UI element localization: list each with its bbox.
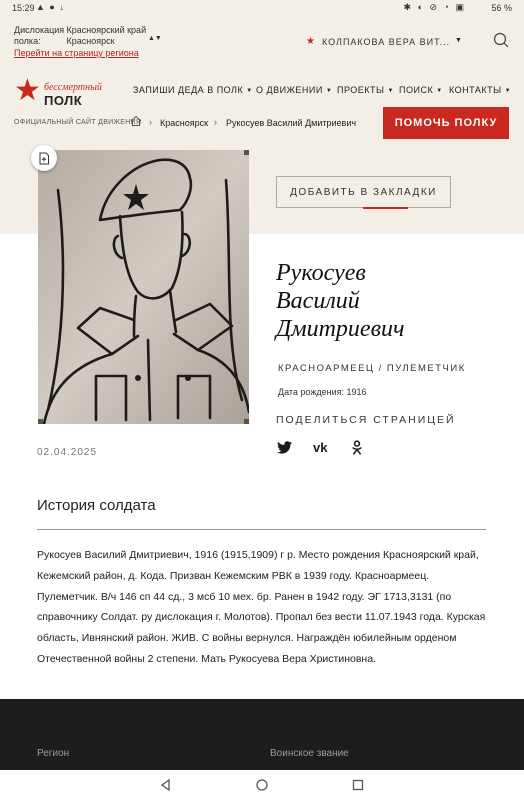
add-photo-button[interactable] bbox=[31, 145, 57, 171]
publish-date: 02.04.2025 bbox=[37, 447, 98, 458]
soldier-birth-date: Дата рождения: 1916 bbox=[278, 387, 367, 397]
recents-icon[interactable] bbox=[351, 778, 365, 792]
home-circle-icon[interactable] bbox=[255, 778, 269, 792]
nav-item-search[interactable]: ПОИСК ▼ bbox=[399, 85, 443, 95]
system-nav-bar bbox=[0, 770, 524, 800]
logo-star-icon: ★ bbox=[14, 74, 41, 107]
region-page-link[interactable]: Перейти на страницу региона bbox=[14, 48, 139, 58]
location-city: Красноярск bbox=[66, 36, 115, 46]
chevron-down-icon: ▼ bbox=[387, 88, 394, 94]
home-icon[interactable] bbox=[130, 115, 142, 127]
chevron-down-icon: ▲▼ bbox=[148, 35, 162, 42]
chevron-down-icon[interactable]: ▼ bbox=[455, 37, 462, 44]
user-menu[interactable]: КОЛПАКОВА ВЕРА ВИТ... bbox=[322, 37, 451, 47]
notification-icons: ▲ ● ↓ bbox=[36, 2, 65, 12]
star-icon: ★ bbox=[306, 36, 315, 47]
official-site-label: ОФИЦИАЛЬНЫЙ САЙТ ДВИЖЕНИЯ bbox=[14, 119, 142, 126]
odnoklassniki-icon[interactable] bbox=[352, 440, 362, 454]
footer-region-label: Регион bbox=[37, 748, 70, 759]
chevron-right-icon: › bbox=[149, 117, 152, 127]
chevron-down-icon: ▼ bbox=[504, 88, 512, 94]
soldier-rank: КРАСНОАРМЕЕЦ / ПУЛЕМЕТЧИК bbox=[278, 363, 466, 374]
nav-item-about[interactable]: О ДВИЖЕНИИ ▼ bbox=[256, 85, 333, 95]
share-title: ПОДЕЛИТЬСЯ СТРАНИЦЕЙ bbox=[276, 414, 456, 426]
nav-item-zapishi[interactable]: ЗАПИШИ ДЕДА В ПОЛК ▼ bbox=[133, 85, 253, 95]
vk-icon[interactable]: vk bbox=[313, 439, 328, 455]
chevron-down-icon: ▼ bbox=[436, 88, 443, 94]
bookmark-label: ДОБАВИТЬ В ЗАКЛАДКИ bbox=[290, 186, 437, 198]
footer-rank-label: Воинское звание bbox=[270, 748, 349, 759]
status-bar bbox=[0, 0, 524, 16]
battery-level: 56 % bbox=[491, 3, 512, 13]
chevron-down-icon: ▼ bbox=[325, 88, 333, 94]
soldier-first-name: Василий bbox=[276, 288, 360, 314]
breadcrumb-item-current: Рукосуев Василий Дмитриевич bbox=[226, 118, 357, 128]
chevron-down-icon: ▼ bbox=[246, 88, 253, 94]
logo[interactable] bbox=[14, 76, 134, 112]
nav-item-contacts[interactable]: КОНТАКТЫ ▼ bbox=[449, 85, 512, 95]
system-icons: ✱ ◐ ⊘ ◔ ▣ bbox=[403, 2, 466, 12]
status-time: 15:29 bbox=[12, 3, 35, 13]
breadcrumb-item-city[interactable]: Красноярск bbox=[160, 118, 209, 128]
add-bookmark-button[interactable] bbox=[276, 176, 451, 208]
logo-text-line2: ПОЛК bbox=[44, 93, 83, 108]
location-label: Дислокация полка: bbox=[14, 25, 65, 46]
search-icon[interactable] bbox=[493, 32, 509, 48]
location-value bbox=[67, 25, 147, 47]
logo-text-line1: бессмертный bbox=[44, 82, 102, 93]
history-title: История солдата bbox=[37, 497, 156, 514]
document-icon bbox=[38, 152, 50, 165]
twitter-icon[interactable] bbox=[277, 440, 292, 454]
nav-item-projects[interactable]: ПРОЕКТЫ ▼ bbox=[337, 85, 394, 95]
help-regiment-button[interactable]: ПОМОЧЬ ПОЛКУ bbox=[383, 107, 509, 139]
footer bbox=[0, 699, 524, 770]
soldier-patronymic: Дмитриевич bbox=[276, 316, 405, 342]
chevron-right-icon: › bbox=[214, 117, 217, 127]
history-text: Рукосуев Василий Дмитриевич, 1916 (1915,1909) г р. Место рождения Красноярский край, Кежемский район, д. Кода. Призван Кежемским РВК в 1939 году. Красноармеец. Пулеметчик. В/ч 146 сп 44 сд., 3 мсб 10 мех. бр. Ранен в 1942 году. ЭГ 1713,3131 (по справочнику Солдат. ру дислокация г. Молотов). Пропал без вести 11.07.1943 года. Курская область, Ивнянский район. ЖИВ. С войны вернулся. Награждён юбилейным орденом Отечественной войны 2 степени. Мать Рукосуева Вера Христиновна. bbox=[37, 549, 486, 665]
soldier-portrait bbox=[38, 150, 249, 424]
soldier-surname: Рукосуев bbox=[276, 260, 366, 286]
divider bbox=[37, 529, 486, 530]
back-icon[interactable] bbox=[159, 778, 173, 792]
soldier-name bbox=[276, 259, 496, 343]
regiment-location[interactable] bbox=[14, 25, 162, 47]
location-region: Красноярский край bbox=[66, 25, 147, 35]
